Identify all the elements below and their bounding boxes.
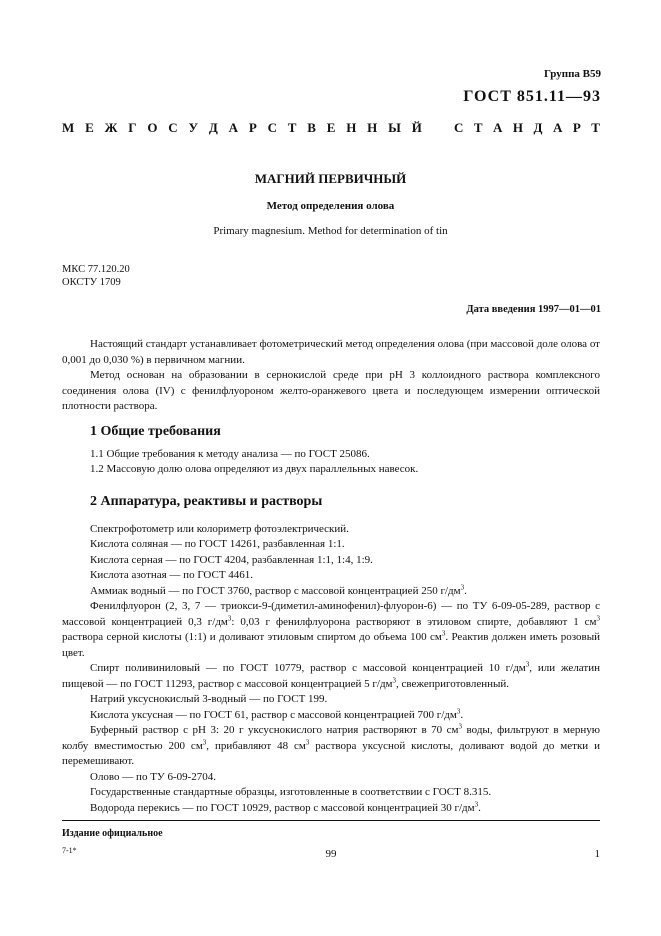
banner-letter: С bbox=[168, 120, 178, 135]
okstu-code: ОКСТУ 1709 bbox=[62, 277, 121, 288]
banner-interstate bbox=[62, 120, 422, 136]
banner-letter: Д bbox=[208, 120, 218, 135]
reagent-line: Кислота уксусная — по ГОСТ 61, раствор с массовой концентрацией 700 $г/дм^3$. bbox=[90, 706, 464, 721]
english-title: Primary magnesium. Method for determination of tin bbox=[213, 225, 448, 237]
introduction-date: Дата введения 1997—01—01 bbox=[466, 304, 601, 315]
reagent-line: Спектрофотометр или колориметр фотоэлектрический. bbox=[90, 522, 349, 535]
section-item: 1.1 Общие требования к методу анализа — по ГОСТ 25086. bbox=[90, 447, 370, 460]
reagent-line: Спирт поливиниловый — по ГОСТ 10779, раствор с массовой концентрацией 10 $г/дм^3$, или желатин пищевой — по ГОСТ 11293, раствор с массовой концентрацией 5 $г/дм^3$, свежеприготовленный. bbox=[62, 660, 600, 690]
section-heading: 1 Общие требования bbox=[90, 424, 221, 439]
section-1 bbox=[62, 424, 600, 478]
banner-letter: У bbox=[188, 120, 199, 135]
official-edition: Издание официальное bbox=[62, 828, 163, 839]
section-heading: 2 Аппаратура, реактивы и растворы bbox=[90, 494, 323, 509]
banner-letter: Т bbox=[473, 120, 483, 135]
print-code: 7-1* bbox=[62, 846, 77, 855]
sheet-number: 1 bbox=[594, 848, 600, 860]
banner-letter: С bbox=[267, 120, 277, 135]
banner-letter: М bbox=[62, 120, 75, 135]
standard-banner bbox=[62, 120, 600, 136]
reagent-line: Аммиак водный — по ГОСТ 3760, раствор с массовой концентрацией 250 $г/дм^3$. bbox=[90, 582, 467, 597]
banner-letter: Д bbox=[533, 120, 543, 135]
banner-letter: Н bbox=[346, 120, 357, 135]
banner-letter: Р bbox=[248, 120, 257, 135]
mks-code: МКС 77.120.20 bbox=[62, 264, 130, 275]
banner-standard bbox=[454, 120, 600, 136]
section-item: 1.2 Массовую долю олова определяют из двух параллельных навесок. bbox=[90, 463, 419, 475]
banner-letter: А bbox=[228, 120, 238, 135]
reagent-line: Кислота соляная — по ГОСТ 14261, разбавленная 1:1. bbox=[90, 538, 345, 550]
banner-letter: С bbox=[454, 120, 464, 135]
group-code: Группа В59 bbox=[543, 68, 601, 80]
gost-number: ГОСТ 851.11—93 bbox=[463, 88, 601, 105]
banner-letter: Н bbox=[367, 120, 378, 135]
banner-letter: Е bbox=[85, 120, 94, 135]
banner-letter: Т bbox=[591, 120, 600, 135]
banner-letter: А bbox=[493, 120, 503, 135]
reagent-line: Фенилфлуорон (2, 3, 7 — триокси-9-(диметил-аминофенил)-флуорон-6) — по ТУ 6-09-05-289, раствор с массовой концентрацией 0,3 $г/дм^3$: 0,03 г фенилфлуорона растворяют в этиловом спирте, добавляют 1 $см^3$ раствора серной кислоты (1:1) и доливают этиловым спиртом до объема 100 $см^3$. Реактив должен иметь розовый цвет. bbox=[62, 600, 601, 659]
reagent-line: Буферный раствор с pH 3: 20 г уксуснокислого натрия растворяют в 70 $см^3$ воды, фильтруют в мерную колбу вместимостью 200 $см^3$, прибавляют 48 $см^3$ раствора уксусной кислоты, доливают водой до метки и перемешивают. bbox=[62, 722, 601, 767]
banner-letter: Й bbox=[411, 120, 422, 135]
reagent-line: Государственные стандартные образцы, изготовленные в соответствии с ГОСТ 8.315. bbox=[90, 786, 492, 798]
banner-letter: Р bbox=[572, 120, 581, 135]
reagent-line: Кислота серная — по ГОСТ 4204, разбавленная 1:1, 1:4, 1:9. bbox=[90, 553, 373, 566]
banner-letter: Т bbox=[287, 120, 297, 135]
reagent-line: Водорода перекись — по ГОСТ 10929, раствор с массовой концентрацией 30 $г/дм^3$. bbox=[90, 799, 481, 814]
banner-letter: О bbox=[147, 120, 158, 135]
section-2 bbox=[62, 494, 600, 816]
banner-letter: А bbox=[552, 120, 563, 135]
method-title: Метод определения олова bbox=[266, 200, 395, 212]
classification-codes bbox=[62, 263, 130, 289]
reagent-line: Натрий уксуснокислый 3-водный — по ГОСТ 199. bbox=[90, 693, 328, 705]
banner-letter: Е bbox=[326, 120, 336, 135]
intro-paragraph: Настоящий стандарт устанавливает фотометрический метод определения олова (при массовой доле олова от 0,001 до 0,030 %) в первичном магнии. bbox=[62, 338, 600, 366]
intro-text bbox=[62, 337, 600, 415]
banner-letter: Н bbox=[512, 120, 524, 135]
footer-rule bbox=[62, 820, 600, 821]
page-number: 99 bbox=[325, 848, 337, 860]
reagent-line: Кислота азотная — по ГОСТ 4461. bbox=[90, 569, 254, 581]
document-title: МАГНИЙ ПЕРВИЧНЫЙ bbox=[254, 171, 407, 186]
banner-letter: Ы bbox=[388, 120, 401, 135]
banner-letter: В bbox=[307, 120, 316, 135]
banner-letter: Г bbox=[128, 120, 137, 135]
banner-letter: Ж bbox=[104, 120, 118, 135]
intro-paragraph: Метод основан на образовании в сернокислой среде при pH 3 коллоидного раствора комплексного соединения олова (IV) с фенилфлуороном желто-оранжевого цвета и последующем измерении оптической плотности раствора. bbox=[62, 369, 600, 412]
reagent-line: Олово — по ТУ 6-09-2704. bbox=[90, 770, 217, 783]
